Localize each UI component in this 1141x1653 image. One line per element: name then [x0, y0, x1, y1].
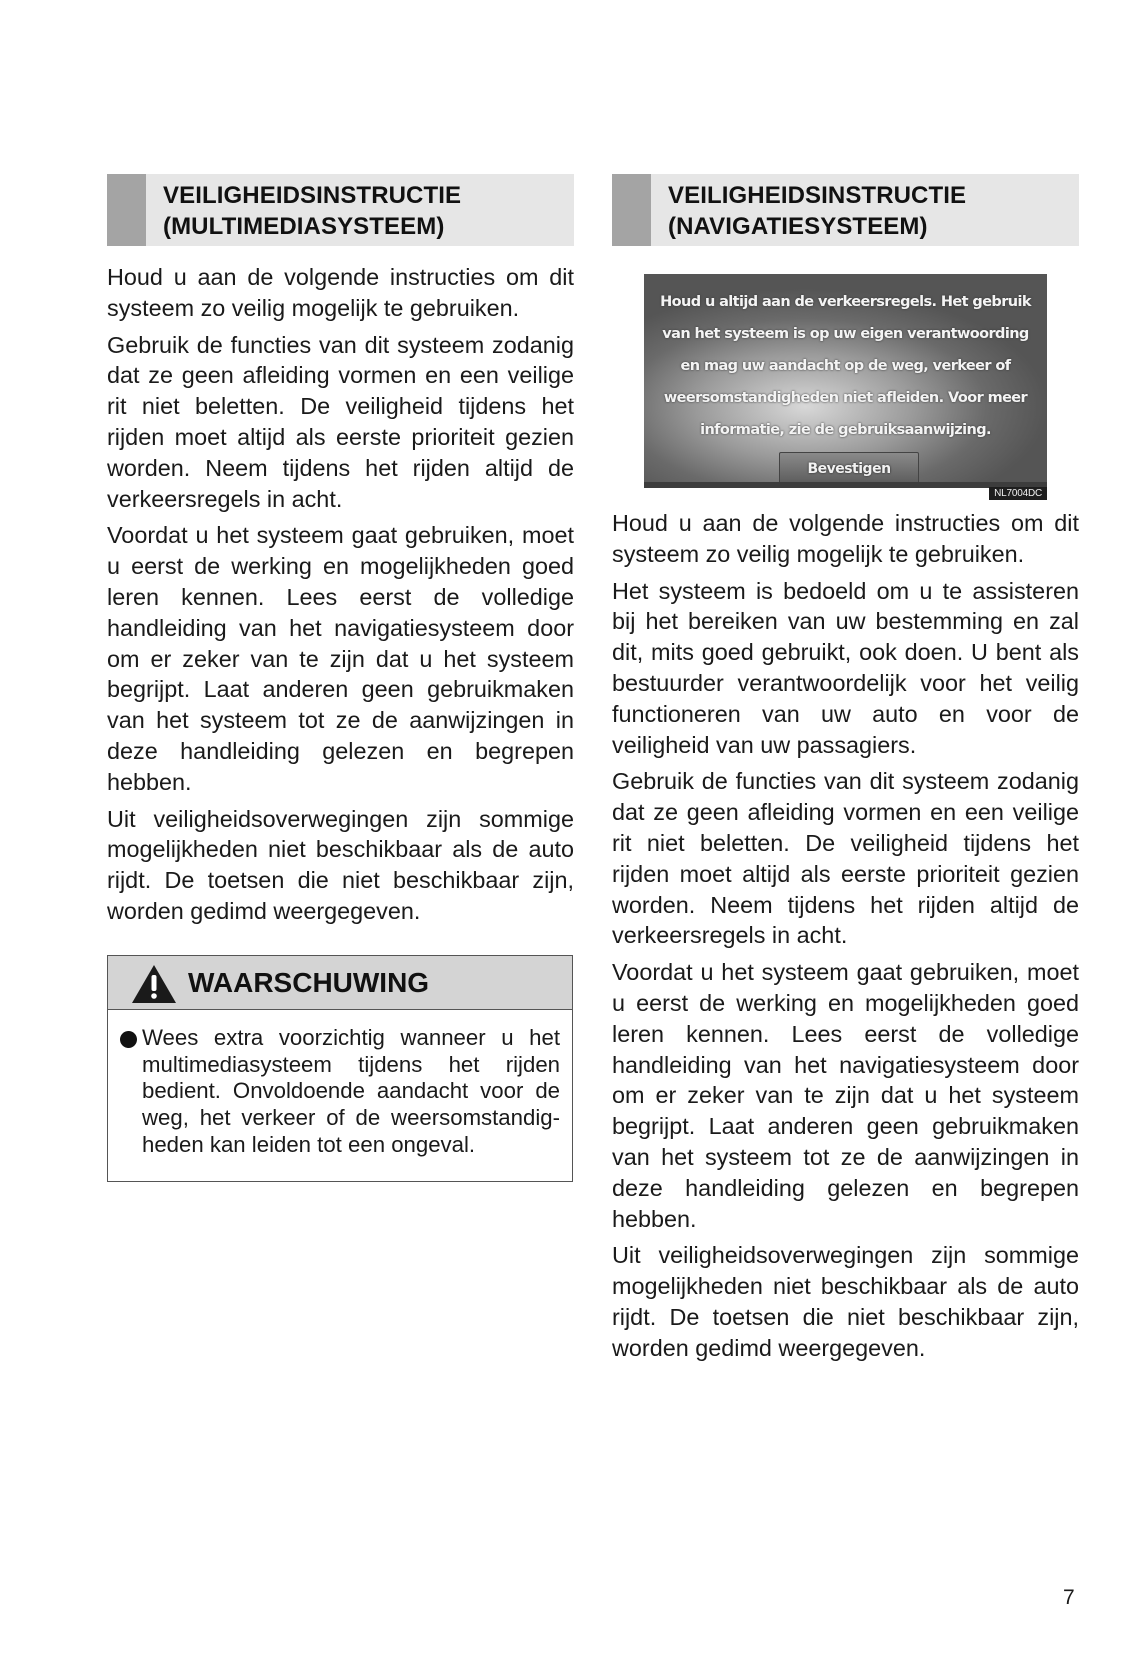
paragraph: Houd u aan de volgende instructies om dit systeem zo veilig mogelijk te gebruiken. — [612, 510, 1079, 567]
paragraph: Gebruik de functies van dit systeem zodanig dat ze geen afleiding vormen en een veilige rit niet beletten. De veiligheid tijdens het rijden moet altijd als eerste prioriteit gezien worden. Neem tijdens het rijden altijd de verkeersregels in acht. — [612, 768, 1079, 949]
paragraph: Voordat u het systeem gaat gebruiken, moet u eerst de werking en mogelijkheden goed leren kennen. Lees eerst de volledige handleiding van het navigatiesysteem door om er zeker van te zijn dat u het systeem begrijpt. Laat anderen geen gebruikmaken van het systeem tot ze de aanwijzingen in deze handleiding gelezen en begrepen hebben. — [612, 959, 1079, 1232]
left-column — [107, 174, 574, 1182]
warning-box — [107, 955, 573, 1182]
navigation-screenshot — [644, 274, 1047, 498]
section-header-multimedia — [107, 174, 574, 246]
section-title-line2: (NAVIGATIESYSTEEM) — [668, 213, 928, 240]
image-code-label: NL7004DC — [989, 487, 1047, 500]
bullet-dot-icon — [120, 1031, 137, 1048]
warning-body — [108, 1010, 572, 1181]
section-body — [612, 508, 1079, 1364]
section-title — [163, 180, 461, 242]
section-body — [107, 262, 574, 927]
warning-text: Wees extra voorzichtig wanneer u het multimediasysteem tijdens het rijden bedient. Onvoldoende aandacht voor de weg, het verkeer of de weersomstandigheden kan leiden tot een ongeval. — [142, 1024, 560, 1157]
section-title-line1: VEILIGHEIDSINSTRUCTIE — [668, 182, 967, 209]
paragraph: Uit veiligheidsoverwegingen zijn sommige mogelijkheden niet beschikbaar als de auto rijdt. De toetsen die niet beschikbaar zijn, worden gedimd weergegeven. — [107, 805, 574, 924]
section-header-navigation — [612, 174, 1079, 246]
paragraph: Houd u aan de volgende instructies om dit systeem zo veilig mogelijk te gebruiken. — [107, 264, 574, 321]
header-accent-bar — [107, 174, 146, 246]
warning-title: WAARSCHUWING — [188, 966, 430, 998]
section-title-line2: (MULTIMEDIASYSTEEM) — [163, 213, 445, 240]
warning-header — [108, 956, 572, 1010]
paragraph: Uit veiligheidsoverwegingen zijn sommige mogelijkheden niet beschikbaar als de auto rijdt. De toetsen die niet beschikbaar zijn, worden gedimd weergegeven. — [612, 1242, 1079, 1361]
paragraph: Gebruik de functies van dit systeem zodanig dat ze geen afleiding vormen en een veilige rit niet beletten. De veiligheid tijdens het rijden moet altijd als eerste prioriteit gezien worden. Neem tijdens het rijden altijd de verkeersregels in acht. — [107, 331, 574, 512]
screen-display — [644, 274, 1047, 488]
screen-bottom-bar — [644, 482, 1047, 488]
section-title-line1: VEILIGHEIDSINSTRUCTIE — [163, 182, 462, 209]
warning-triangle-icon — [131, 964, 177, 1004]
right-column — [612, 174, 1079, 1370]
header-accent-bar — [612, 174, 651, 246]
page-number: 7 — [1063, 1586, 1075, 1609]
section-title — [668, 180, 966, 242]
paragraph: Het systeem is bedoeld om u te assisteren bij het bereiken van uw bestemming en zal dit, mits goed gebruikt, ook doen. U bent als bestuurder verantwoordelijk voor het veilig functioneren van uw auto en voor de veiligheid van uw passagiers. — [612, 577, 1079, 758]
paragraph: Voordat u het systeem gaat gebruiken, moet u eerst de werking en mogelijkheden goed leren kennen. Lees eerst de volledige handleiding van het navigatiesysteem door om er zeker van te zijn dat u het systeem begrijpt. Laat anderen geen gebruikmaken van het systeem tot ze de aanwijzingen in deze handleiding gelezen en begrepen hebben. — [107, 522, 574, 795]
screen-message: Houd u altijd aan de verkeersregels. Het gebruik van het systeem is op uw eigen verantwoording en mag uw aandacht op de weg, verkeer of weersomstandigheden niet afleiden. Voor meer informatie, zie de gebruiksaanwijzing. — [660, 294, 1031, 438]
confirm-button[interactable]: Bevestigen — [779, 452, 919, 486]
